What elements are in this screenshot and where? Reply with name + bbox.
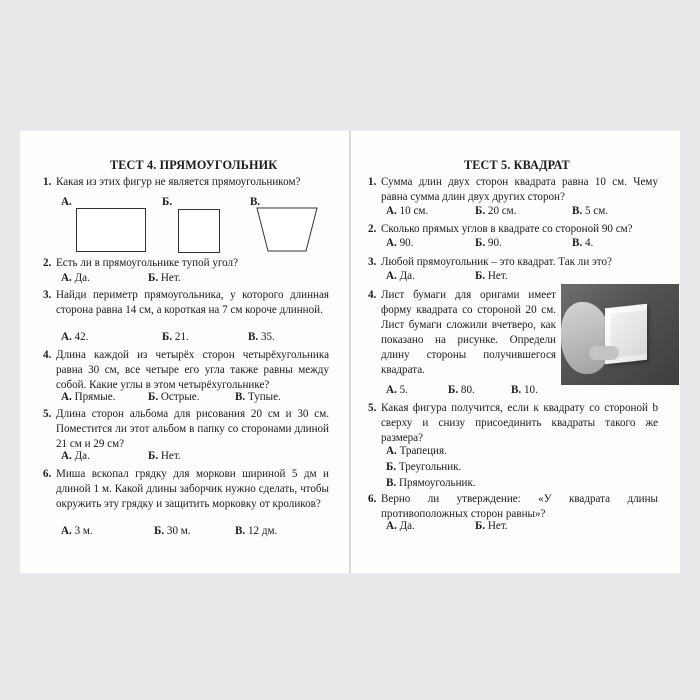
test4-title: ТЕСТ 4. ПРЯМОУГОЛЬНИК — [110, 158, 278, 172]
option-c: В. 5 см. — [572, 205, 609, 217]
option-b: Б. 21. — [162, 331, 189, 343]
option-a: А. Трапеция. — [386, 445, 447, 457]
option-c: В. 35. — [248, 331, 275, 343]
option-a: А. 42. — [61, 331, 89, 343]
right-page — [351, 131, 680, 573]
question-1: 1. Какая из этих фигур не является прямоугольником? — [43, 176, 301, 188]
option-a: А. Да. — [386, 520, 415, 532]
question-4: 4. Длина каждой из четырёх сторон четырёхугольника равна 30 см, все четыре его угла также равны между собой. Какие углы в этом четырёхугольнике? — [43, 349, 329, 392]
option-b: Б. 30 м. — [154, 525, 191, 537]
option-a: А. Да. — [386, 270, 415, 282]
book-spread — [20, 131, 680, 573]
option-c: В. 10. — [511, 384, 538, 396]
option-c: В. 4. — [572, 237, 594, 249]
question-1: 1. Сумма длин двух сторон квадрата равна 10 см. Чему равна сумма длин двух других сторон? — [368, 176, 658, 204]
option-b: Б. 80. — [448, 384, 475, 396]
option-c: В. Прямоугольник. — [386, 477, 476, 489]
rectangle-figure — [76, 208, 146, 252]
option-a: А. Да. — [61, 272, 90, 284]
option-a: А. 90. — [386, 237, 414, 249]
left-page — [20, 131, 349, 573]
square-figure — [178, 209, 220, 253]
option-c: В. Тупые. — [235, 391, 281, 403]
question-2: 2. Есть ли в прямоугольнике тупой угол? — [43, 257, 238, 269]
question-3: 3. Любой прямоугольник – это квадрат. Так ли это? — [368, 256, 612, 268]
option-c: В. 12 дм. — [235, 525, 278, 537]
option-a: А. 3 м. — [61, 525, 93, 537]
option-b: Б. 90. — [475, 237, 502, 249]
option-a-label: А. — [61, 196, 72, 208]
option-c-label: В. — [250, 196, 261, 208]
question-6: 6. Верно ли утверждение: «У квадрата длины противоположных сторон равны»? — [368, 493, 658, 521]
option-a: А. 5. — [386, 384, 408, 396]
question-3: 3. Найди периметр прямоугольника, у которого длинная сторона равна 14 см, а короткая на 7 см короче длинной. — [43, 289, 329, 317]
option-b: Б. Острые. — [148, 391, 200, 403]
option-a: А. 10 см. — [386, 205, 429, 217]
trapezoid-figure — [256, 207, 318, 253]
option-b: Б. Нет. — [148, 272, 181, 284]
option-b: Б. Треугольник. — [386, 461, 462, 473]
test5-title: ТЕСТ 5. КВАДРАТ — [464, 158, 570, 172]
origami-paper-photo — [561, 284, 679, 385]
question-5: 5. Длина сторон альбома для рисования 20 см и 30 см. Поместится ли этот альбом в папку со сторонами длиной 21 см и 29 см? — [43, 408, 329, 451]
hand-shape — [561, 302, 611, 374]
option-a: А. Да. — [61, 450, 90, 462]
option-a: А. Прямые. — [61, 391, 116, 403]
option-b: Б. 20 см. — [475, 205, 517, 217]
question-4: 4. Лист бумаги для оригами имеет форму квадрата со стороной 20 см. Лист бумаги сложили вчетверо, как показано на рисунке. Определи длину стороны получившегося квадрата. — [368, 289, 556, 377]
option-b: Б. Нет. — [148, 450, 181, 462]
option-b: Б. Нет. — [475, 520, 508, 532]
question-2: 2. Сколько прямых углов в квадрате со стороной 90 см? — [368, 223, 633, 235]
option-b: Б. Нет. — [475, 270, 508, 282]
question-6: 6. Миша вскопал грядку для моркови шириной 5 дм и длиной 1 м. Какой длины заборчик нужно сделать, чтобы окружить эту грядку и защитить морковку от кроликов? — [43, 468, 329, 511]
option-b-label: Б. — [162, 196, 173, 208]
question-5: 5. Какая фигура получится, если к квадрату со стороной b сверху и снизу присоединить квадраты такого же размера? — [368, 402, 658, 445]
